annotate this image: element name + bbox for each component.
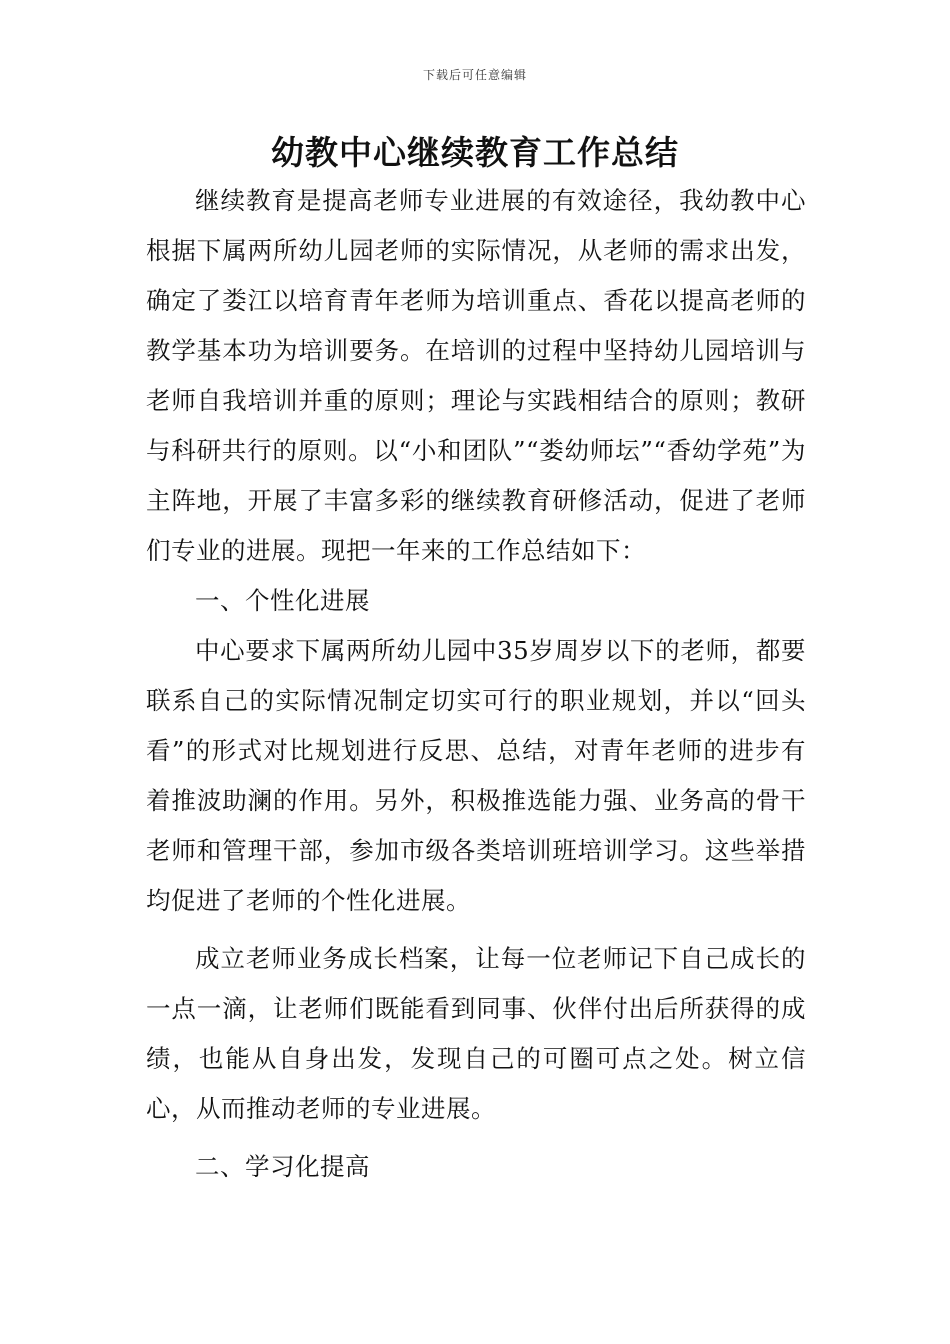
intro-paragraph: 继续教育是提高老师专业进展的有效途径，我幼教中心根据下属两所幼儿园老师的实际情况，从老师的需求出发，确定了娄江以培育青年老师为培训重点、香花以提高老师的教学基本功为培训要务。在培训的过程中坚持幼儿园培训与老师自我培训并重的原则；理论与实践相结合的原则；教研与科研共行的原则。以“小和团队”“娄幼师坛”“香幼学苑”为主阵地，开展了丰富多彩的继续教育研修活动，促进了老师们专业的进展。现把一年来的工作总结如下： <box>146 186 806 565</box>
section-1-paragraph-1: 中心要求下属两所幼儿园中35岁周岁以下的老师，都要联系自己的实际情况制定切实可行的职业规划，并以“回头看”的形式对比规划进行反思、总结，对青年老师的进步有着推波助澜的作用。另外，积极推选能力强、业务高的骨干老师和管理干部，参加市级各类培训班培训学习。这些举措均促进了老师的个性化进展。 <box>146 636 806 915</box>
section-1-paragraph-2: 成立老师业务成长档案，让每一位老师记下自己成长的一点一滴，让老师们既能看到同事、伙伴付出后所获得的成绩，也能从自身出发，发现自己的可圈可点之处。树立信心，从而推动老师的专业进展。 <box>146 944 806 1123</box>
document-title: 幼教中心继续教育工作总结 <box>271 133 679 172</box>
header-note: 下载后可任意编辑 <box>422 68 527 82</box>
section-heading-1: 一、个性化进展 <box>195 586 370 615</box>
document-body <box>146 176 806 1192</box>
section-heading-2: 二、学习化提高 <box>195 1152 370 1181</box>
